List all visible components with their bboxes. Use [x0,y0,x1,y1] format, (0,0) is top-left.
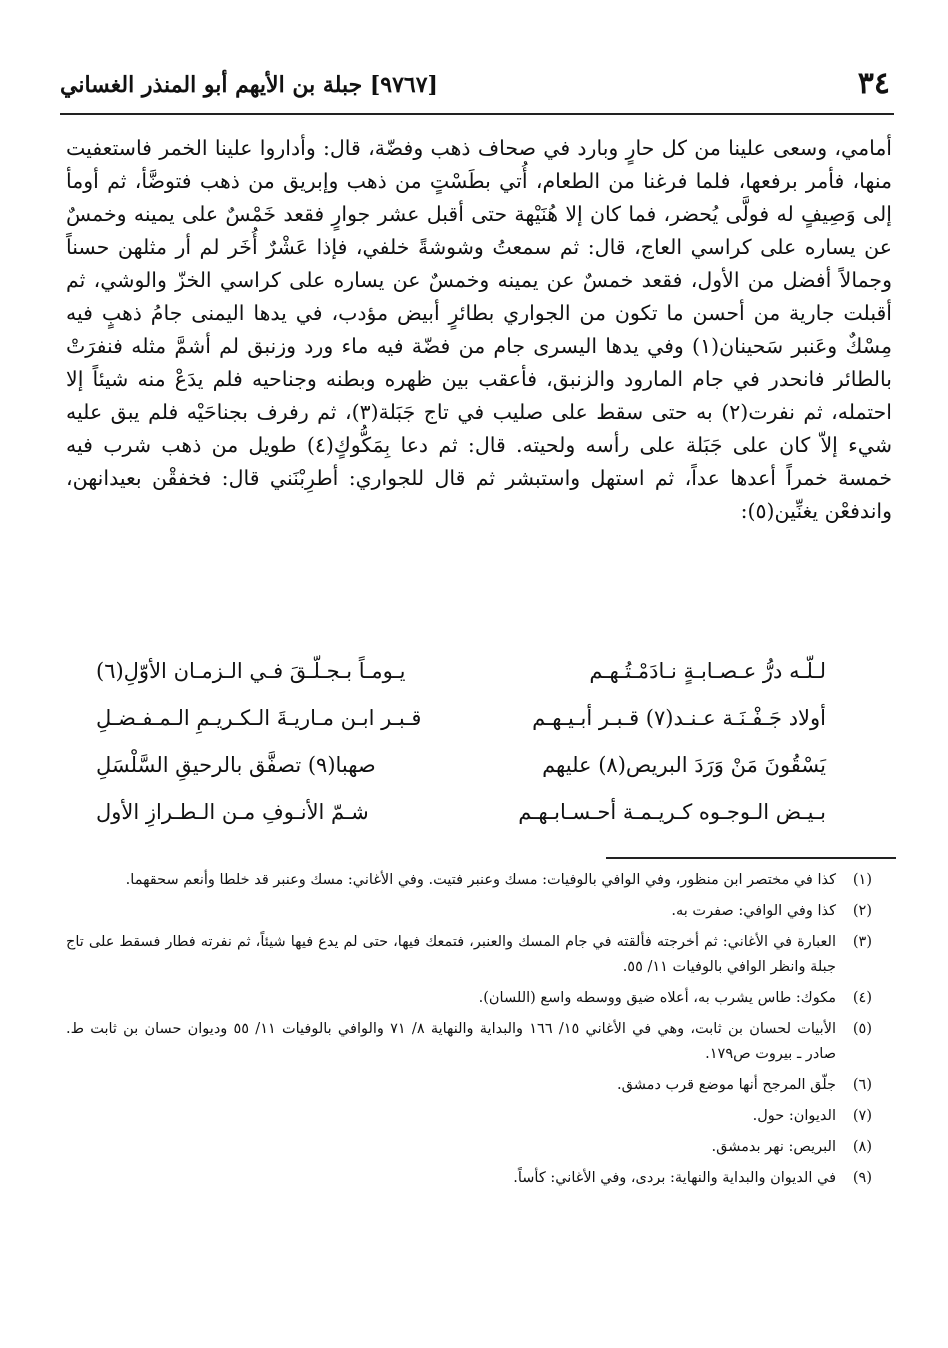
footnote-number: (٩) [852,1170,872,1186]
verse-second-hemistich: يـومـاً بـجـلّـقَ فـي الـزمـان الأوّلِ(٦) [96,659,406,683]
verse-line [96,648,826,694]
poem [96,648,826,836]
footnote-text: جلّق المرجح أنها موضع قرب دمشق. [617,1077,836,1093]
footnote [66,1104,872,1129]
verse-first-hemistich: بـيـض الـوجـوه كـريـمـة أحـسـابـهـم [518,800,826,824]
footnote-text: كذا وفي الوافي: صفرت به. [671,903,836,919]
footnote [66,1166,872,1191]
page-header [60,66,890,106]
footnote-text: مكوك: طاس يشرب به، أعلاه ضيق ووسطه واسع (اللسان). [478,990,836,1006]
verse-first-hemistich: أولاد جَـفْـنَـة عـنـد(٧) قـبـر أبـيـهـم [532,706,826,730]
header-rule [60,113,894,115]
page-number: ٣٤ [857,66,890,101]
verse-second-hemistich: قـبـر ابـن مـاريـةَ الـكـريـمِ الـمـفـضـلِ [96,706,422,730]
verse-second-hemistich: شـمّ الأنـوفِ مـن الـطـرازِ الأول [96,800,369,824]
verse-line [96,742,826,788]
footnote [66,930,872,980]
main-text [66,132,892,528]
footnote-number: (٧) [852,1108,872,1124]
body-paragraph: أمامي، وسعى علينا من كل حارٍ وبارد في صحاف ذهب وفضّة، قال: وأداروا علينا الخمر فاستعفيت منها، فأمر برفعها، فلما فرغنا من الطعام، أُتي بطَسْتٍ من ذهب وإبريق من ذهب فتوضَّأ، ثم أومأ إلى وَصِيفٍ له فولَّى يُحضر، فما كان إلا هُنَيْهة حتى أقبل عشر جوارٍ فقعد خَمْسٌ على يمينه وخمسٌ عن يساره على كراسي العاج، قال: ثم سمعتُ وشوشةً خلفي، فإذا عَشْرٌ أُخَر لم أر مثلهن حسناً وجمالاً أفضل من الأول، فقعد خمسٌ عن يمينه وخمسٌ عن يساره على كراسي الخزّ والوشي، ثم أقبلت جارية من أحسن ما تكون من الجواري بطائرٍ أبيض مؤدب، في يدها اليمنى جامُ ذهبٍ فيه مِسْكٌ وعَنبر سَحينان(١) وفي يدها اليسرى جام من فضّة فيه ماء ورد وزنبق لم أشمَّ مثله فنفرَتْ بالطائر فانحدر في جام المارود والزنبق، فأعقب بين ظهره وبطنه وجناحيه فلم يدَعْ منه شيئاً إلا احتمله، ثم نفرت(٢) به حتى سقط على صليب في تاج جَبَلة(٣)، ثم رفرف بجناحَيْه فلم يبق عليه شيء إلاّ كان على جَبَلة على رأسه ولحيته. قال: ثم دعا بِمَكُّوكٍ(٤) طويل من ذهب شرب فيه خمسة خمراً أعدها عداً، ثم استهل واستبشر ثم قال للجواري: أطرِبْنَني قال: فخفقْن بعيدانهن، واندفعْن يغنِّين(٥): [66,136,893,523]
footnote-text: الديوان: حول. [752,1108,836,1124]
footnote-text: كذا في مختصر ابن منظور، وفي الوافي بالوفيات: مسك وعنبر فتيت. وفي الأغاني: مسك وعنبر قد خلطا وأنعم سحقهما. [125,872,836,888]
footnote-text: في الديوان والبداية والنهاية: بردى، وفي الأغاني: كأساً. [513,1170,836,1186]
footnote-number: (٨) [852,1139,872,1155]
footnote [66,1073,872,1098]
footnotes [66,868,872,1197]
footnote-number: (٣) [852,934,872,950]
verse-second-hemistich: صهبا(٩) تصفَّق بالرحيقِ السَّلْسَلِ [96,753,376,777]
footnote-number: (١) [852,872,872,888]
footnote-text: العبارة في الأغاني: ثم أخرجته فألقته في جام المسك والعنبر، فتمعك فيها، حتى لم يدع فيها شيئاً، ثم نفرته فطار فسقط على تاج جبلة وانظر الوافي بالوفيات ١١/ ٥٥. [66,934,836,975]
verse-first-hemistich: يَسْقُونَ مَنْ وَرَدَ البريص(٨) عليهم [542,753,826,777]
footnote-separator [606,857,896,859]
verse-line [96,695,826,741]
footnote-number: (٤) [852,990,872,1006]
verse-line [96,789,826,835]
footnote [66,1017,872,1067]
footnote-number: (٢) [852,903,872,919]
footnote-text: البريص: نهر بدمشق. [711,1139,836,1155]
footnote [66,868,872,893]
verse-first-hemistich: لـلّـه درُّ عـصـابـةٍ نـادَمْـتُـهـم [589,659,826,683]
footnote-number: (٦) [852,1077,872,1093]
footnote-number: (٥) [852,1021,872,1037]
footnote [66,899,872,924]
footnote [66,1135,872,1160]
footnote-text: الأبيات لحسان بن ثابت، وهي في الأغاني ١٥/ ١٦٦ والبداية والنهاية ٨/ ٧١ والوافي بالوفيات ١١/ ٥٥ وديوان حسان بن ثابت ط. صادر ـ بيروت ص١٧٩. [66,1021,836,1062]
footnote [66,986,872,1011]
running-head: [٩٧٦٧] جبلة بن الأيهم أبو المنذر الغساني [60,72,438,98]
